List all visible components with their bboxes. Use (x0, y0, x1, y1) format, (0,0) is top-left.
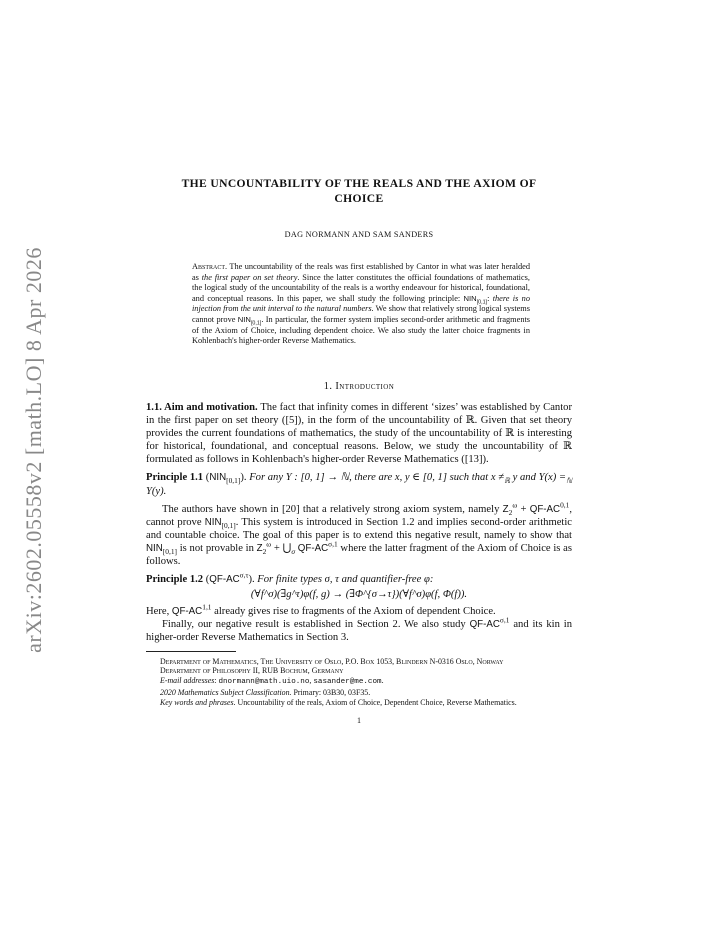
email-link-1[interactable]: dnormann@math.uio.no (218, 678, 310, 687)
principle-text: For any Y : [0, 1] → ℕ, there are x, y ∈ [0, 1] such that x ≠ (249, 472, 505, 484)
affiliation-1: Department of Mathematics, The University of Oslo, P.O. Box 1053, Blindern N-0316 Oslo, Norway (160, 656, 504, 666)
superscript: ω (512, 500, 518, 510)
system-name: Z (256, 542, 263, 554)
principle-text: y and Y(x) = (509, 472, 567, 484)
subscript: 2 (262, 546, 267, 556)
principle-subscript: [0,1] (226, 476, 241, 486)
paper-authors: DAG NORMANN AND SAM SANDERS (284, 230, 434, 239)
principle-subscript: [0,1] (476, 299, 488, 306)
principle-name: NIN (204, 516, 222, 528)
arxiv-identifier: arXiv:2602.05558v2 [math.LO] 8 Apr 2026 (21, 247, 47, 653)
section-number: 1. (323, 380, 336, 392)
email-label: E-mail addresses (160, 676, 215, 686)
superscript: σ,1 (328, 539, 338, 549)
abstract-text: The uncountability of the reals was first established by Cantor in what was later heralded as (192, 262, 530, 282)
section-title: Introduction (335, 380, 395, 392)
subscript: [0,1] (162, 546, 177, 556)
system-name: QF-AC (294, 542, 329, 554)
paragraph-text: + ⋃ (271, 542, 292, 554)
superscript: 1,1 (202, 602, 212, 612)
subsection-paragraph (146, 401, 572, 466)
subsection-title: Aim and motivation. (164, 401, 258, 413)
display-formula: (∀f^σ)(∃g^τ)φ(f, g) → (∃Φ^{σ→τ})(∀f^σ)φ(f, Φ(f)). (250, 589, 468, 601)
paragraph-text: and its kin in higher-order Reverse Mathematics in Section 3. (146, 619, 572, 644)
principle-text: Y(y). (146, 485, 167, 497)
msc-label: 2020 Mathematics Subject Classification. (160, 688, 292, 698)
abstract-text: We show that relatively strong logical systems cannot prove (192, 304, 530, 325)
paragraph-text: where the latter fragment of the Axiom of Choice is as follows. (146, 542, 572, 567)
subscript: [0,1] (221, 520, 236, 530)
principle-subscript: ℕ (566, 476, 572, 486)
abstract-emphasis: the first paper on set theory (201, 272, 298, 282)
paragraph-text: The authors have shown in [20] that a relatively strong axiom system, namely (162, 503, 503, 515)
principle-label: Principle 1.2 (146, 574, 204, 586)
superscript: ω (266, 539, 272, 549)
abstract-text: . In particular, the former system implies second-order arithmetic and fragments of the Axiom of Choice, including dependent choice. We also study the latter choice fragments in Kohlenbach's higher-order Reverse Mathematics. (192, 315, 531, 346)
principle-subscript: ℝ (504, 476, 510, 486)
separator: , (309, 676, 314, 686)
paragraph-text: The fact that infinity comes in different ‘sizes’ was established by Cantor in the first paper on set theory ([5]), in the form of the uncountability of ℝ. Given that set theory provides the current foundations of mathematics, the study of the uncountability of ℝ is interesting for historical, foundational, and conceptual reasons. Below, we study the uncountability of ℝ formulated as follows in Kohlenbach's higher-order Reverse Mathematics ([13]). (146, 401, 572, 466)
principle-name (237, 315, 262, 327)
system-name: Z (502, 503, 509, 515)
paper-page (146, 176, 572, 727)
subscript: 2 (508, 507, 513, 517)
paper-title: THE UNCOUNTABILITY OF THE REALS AND THE AXIOM OF CHOICE (181, 177, 537, 205)
msc-text: Primary: 03B30, 03F35. (291, 688, 371, 698)
footnote-rule (146, 651, 236, 652)
msc-line (146, 688, 572, 698)
keywords-label: Key words and phrases. (160, 698, 236, 708)
separator: . (381, 676, 384, 686)
separator: : (214, 676, 219, 686)
system-name: QF-AC (469, 619, 500, 631)
paragraph-text: + (517, 503, 530, 515)
principle-1-1: Principle 1.1 $(NIN_{[0,1]})$. For any Y : [0, 1] → ℕ, there are x, y ∈ [0, 1] such that $x \ne_ℝ$ y and $Y(x) =_ℕ$ Y(y). (146, 472, 572, 497)
footnotes (146, 657, 572, 709)
superscript: 0,1 (560, 500, 570, 510)
principle-1-2: Principle 1.2 $(QF-AC^{\sigma,\tau})$. For finite types σ, τ and quantifier-free φ: (146, 570, 434, 586)
subsection-number: 1.1. (146, 401, 165, 413)
paragraph-text: already gives rise to fragments of the Axiom of dependent Choice. (211, 606, 496, 618)
abstract-text: . Since the latter constitutes the official foundations of mathematics, the logical study of the uncountability of the reals is a worthy endeavour for historical, foundational, and conceptual reasons. In this paper, we shall study the following principle: (192, 272, 530, 303)
principle-name: QF-AC (209, 574, 240, 586)
abstract-principle-text: there is no injection from the unit interval to the natural numbers. (192, 293, 530, 314)
superscript: σ,τ (239, 570, 249, 580)
section-heading (146, 380, 572, 393)
affiliation-2: Department of Philosophy II, RUB Bochum, Germany (160, 666, 344, 676)
paragraph-text: Here, (146, 606, 172, 618)
paragraph-text: Finally, our negative result is established in Section 2. We also study (162, 619, 470, 631)
paragraph-4 (146, 615, 572, 644)
principle-name (463, 293, 488, 306)
paragraph-2 (146, 500, 573, 568)
paragraph-text: . This system is introduced in Section 1.2 and implies second-order arithmetic and countable choice. The goal of this paper is to extend this negative result, namely to show that (146, 516, 573, 541)
abstract-text: : (487, 293, 493, 303)
superscript: σ,1 (499, 615, 510, 625)
principle-subscript: [0,1] (250, 320, 262, 327)
email-line (146, 676, 572, 688)
arxiv-stamp (4, 247, 64, 653)
keywords-line (146, 698, 572, 708)
principle-name: NIN (209, 472, 227, 484)
principle-name-text: NIN (237, 315, 251, 325)
principle-name-text: NIN (463, 293, 477, 303)
principle-text: For finite types σ, τ and quantifier-free φ: (257, 574, 434, 586)
system-name: QF-AC (171, 606, 203, 618)
page-number: 1 (357, 716, 361, 726)
paragraph-text: , cannot prove (146, 503, 572, 528)
paragraph-text: is not provable in (177, 542, 257, 554)
system-name: QF-AC (529, 503, 561, 515)
subscript: σ (291, 546, 295, 556)
keywords-text: Uncountability of the reals, Axiom of Choice, Dependent Choice, Reverse Mathematics. (235, 698, 517, 708)
principle-name: NIN (146, 542, 163, 554)
principle-label: Principle 1.1 (146, 472, 204, 484)
abstract (192, 262, 530, 347)
email-link-2[interactable]: sasander@me.com (313, 678, 382, 687)
abstract-label: Abstract. (192, 262, 228, 272)
